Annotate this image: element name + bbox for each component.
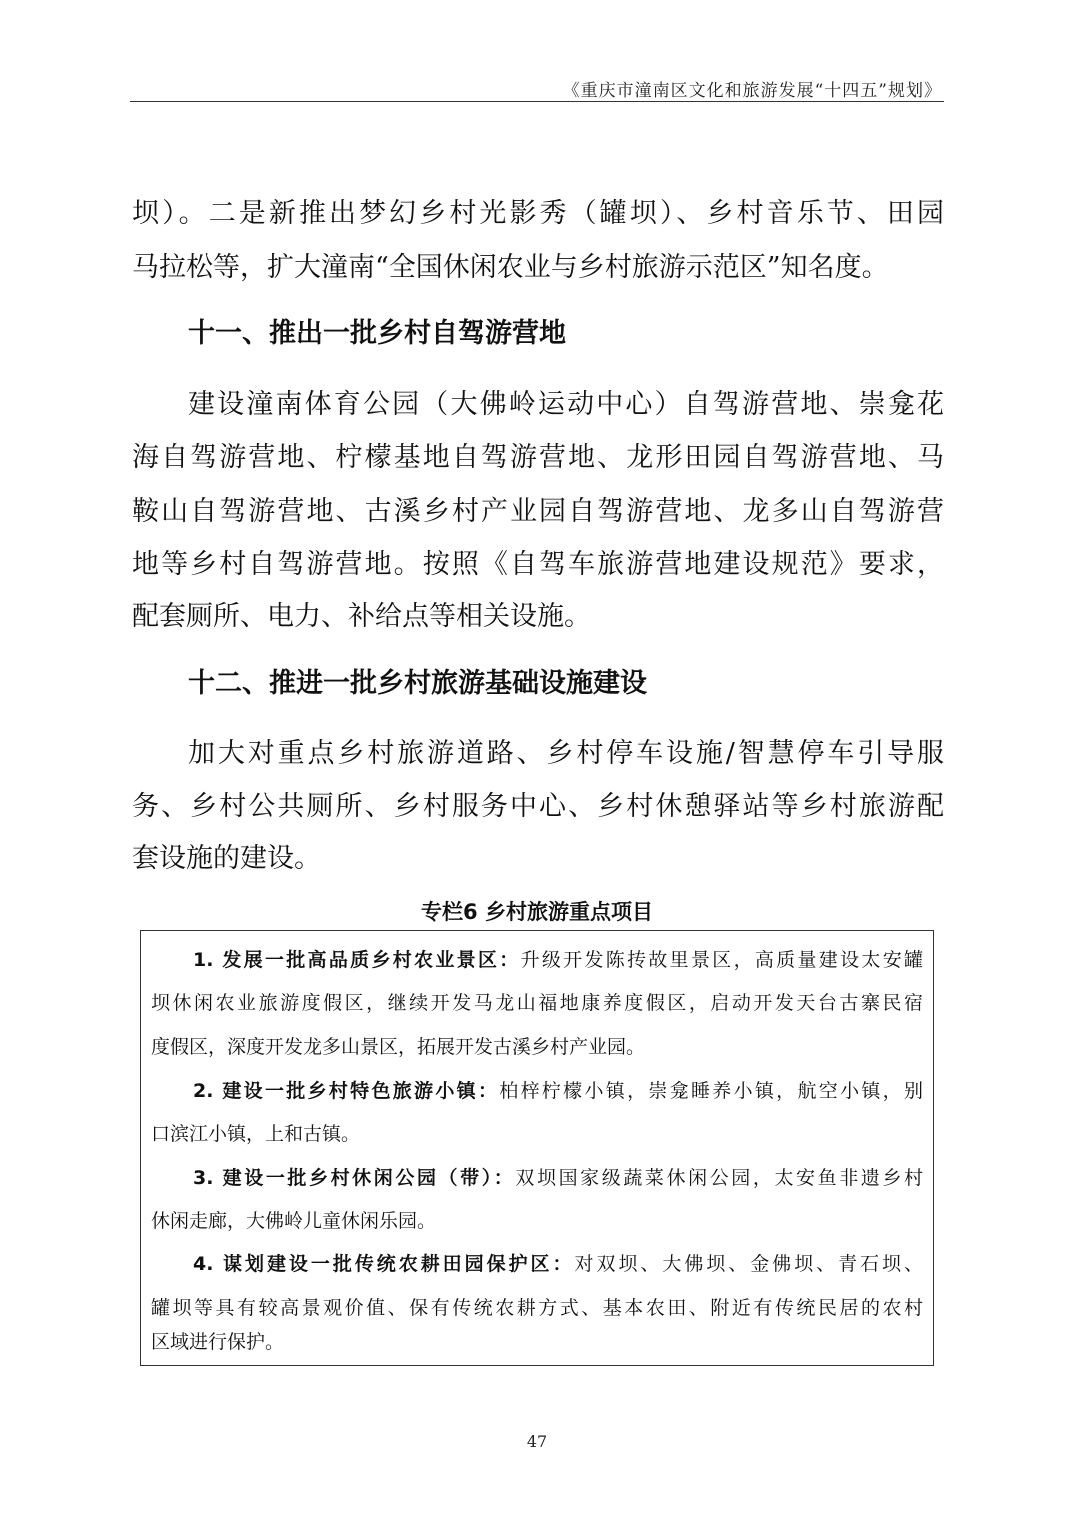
box-item-line: 1. 发展一批高品质乡村农业景区：升级开发陈抟故里景区，高质量建设太安罐 (193, 949, 923, 971)
box-item-label: 4. 谋划建设一批传统农耕田园保护区： (193, 1253, 575, 1275)
box-item-line: 口滨江小镇，上和古镇。 (151, 1123, 361, 1145)
column-box (140, 930, 934, 1366)
box-item-line: 度假区，深度开发龙多山景区，拓展开发古溪乡村产业园。 (151, 1036, 646, 1058)
header-rule (130, 101, 944, 102)
box-item-line: 3. 建设一批乡村休闲公园（带）：双坝国家级蔬菜休闲公园，太安鱼非遗乡村 (193, 1167, 923, 1189)
body-text-line: 加大对重点乡村旅游道路、乡村停车设施/智慧停车引导服 (188, 738, 944, 769)
header-title: 《重庆市潼南区文化和旅游发展“十四五”规划》 (562, 81, 942, 101)
body-text-line: 套设施的建设。 (132, 843, 321, 874)
box-item-line: 区域进行保护。 (151, 1331, 285, 1353)
body-text-line: 海自驾游营地、柠檬基地自驾游营地、龙形田园自驾游营地、马 (132, 442, 944, 473)
page-number: 47 (526, 1432, 548, 1451)
body-text-line: 地等乡村自驾游营地。按照《自驾车旅游营地建设规范》要求， (132, 549, 944, 580)
box-item-line: 罐坝等具有较高景观价值、保有传统农耕方式、基本农田、附近有传统民居的农村 (151, 1297, 923, 1319)
body-text-line: 配套厕所、电力、补给点等相关设施。 (132, 601, 591, 632)
box-item-line: 坝休闲农业旅游度假区，继续开发马龙山福地康养度假区，启动开发天台古寨民宿 (151, 992, 923, 1014)
section-heading: 十一、推出一批乡村自驾游营地 (188, 318, 566, 349)
body-text-line: 鞍山自驾游营地、古溪乡村产业园自驾游营地、龙多山自驾游营 (132, 496, 944, 527)
body-text-line: 马拉松等，扩大潼南“全国休闲农业与乡村旅游示范区”知名度。 (132, 252, 889, 283)
body-text-line: 坝）。二是新推出梦幻乡村光影秀（罐坝）、乡村音乐节、田园 (132, 198, 944, 229)
body-text-line: 建设潼南体育公园（大佛岭运动中心）自驾游营地、崇龛花 (188, 389, 944, 420)
body-text-line: 务、乡村公共厕所、乡村服务中心、乡村休憩驿站等乡村旅游配 (132, 791, 944, 822)
box-item-line: 4. 谋划建设一批传统农耕田园保护区：对双坝、大佛坝、金佛坝、青石坝、 (193, 1253, 923, 1275)
box-item-line: 休闲走廊，大佛岭儿童休闲乐园。 (151, 1210, 437, 1232)
box-item-label: 2. 建设一批乡村特色旅游小镇： (193, 1080, 500, 1102)
box-item-line: 2. 建设一批乡村特色旅游小镇：柏梓柠檬小镇，崇龛睡养小镇，航空小镇，别 (193, 1080, 923, 1102)
box-item-label: 1. 发展一批高品质乡村农业景区： (193, 949, 521, 971)
section-heading: 十二、推进一批乡村旅游基础设施建设 (188, 668, 647, 699)
column-box-title: 专栏6 乡村旅游重点项目 (421, 900, 653, 924)
box-item-label: 3. 建设一批乡村休闲公园（带）： (193, 1167, 516, 1189)
